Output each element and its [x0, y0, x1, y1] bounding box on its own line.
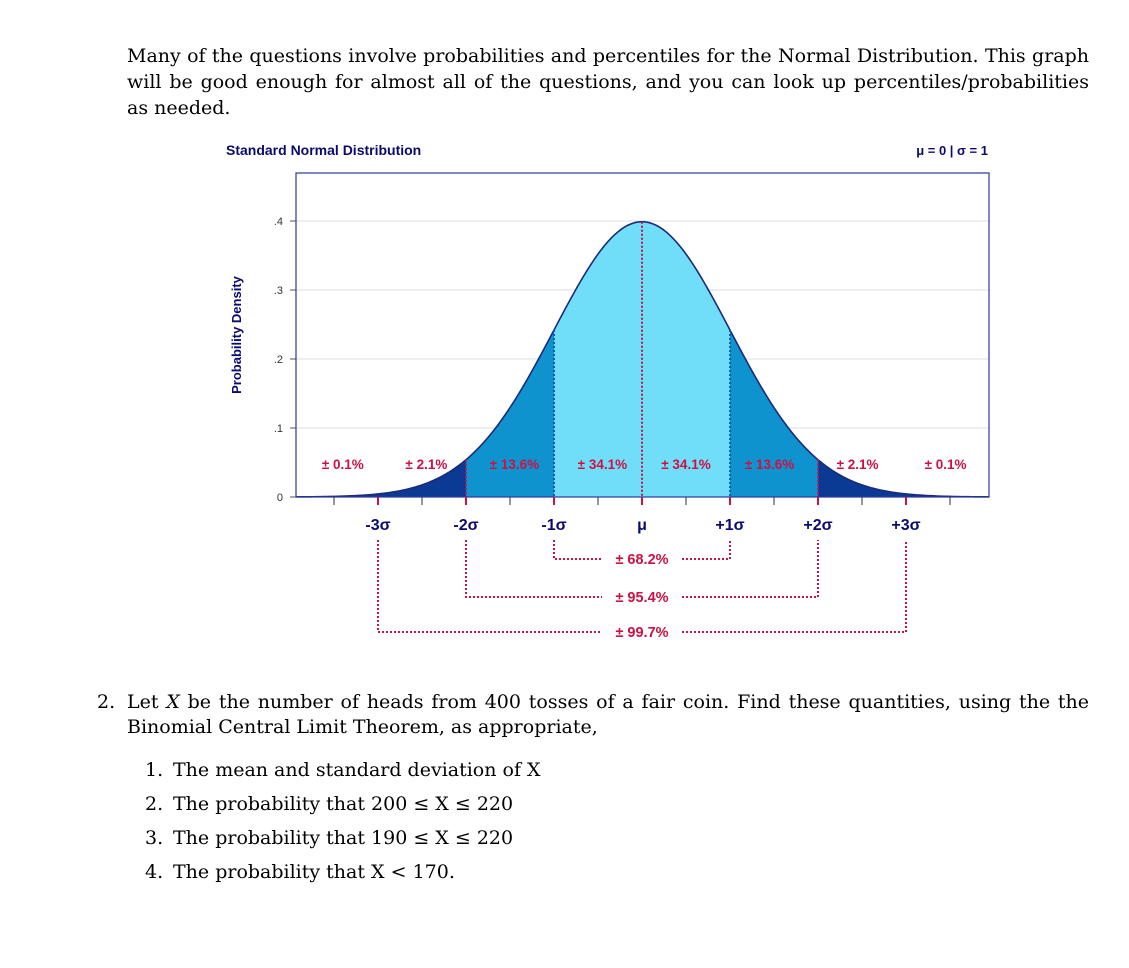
- x-tick-label: -2σ: [453, 517, 479, 534]
- problem-number: 2.: [97, 691, 116, 713]
- x-tick-label: -1σ: [541, 517, 567, 534]
- x-tick-label: +2σ: [803, 517, 833, 534]
- problem-statement: Let X be the number of heads from 400 tosses of a fair coin. Find these quantities, using the the Binomial Central Limit Theorem, as appropriate,: [127, 691, 1090, 738]
- list-item: 4. The probability that X < 170.: [145, 859, 845, 893]
- curve-region: [642, 222, 730, 497]
- range-bracket: [466, 540, 818, 597]
- y-tick-label: .2: [273, 354, 283, 366]
- region-label: ± 13.6%: [489, 457, 540, 472]
- x-tick-label: +1σ: [715, 517, 745, 534]
- range-label: ± 95.4%: [615, 590, 669, 606]
- y-tick-label: 0: [276, 492, 283, 504]
- curve-region: [554, 222, 642, 497]
- region-label: ± 13.6%: [744, 457, 795, 472]
- list-item-text: The mean and standard deviation of X: [173, 759, 541, 781]
- x-tick-label: +3σ: [891, 517, 921, 534]
- list-item-text: The probability that X < 170.: [173, 861, 455, 883]
- y-axis-label: Probability Density: [229, 276, 244, 394]
- normal-distribution-chart: [220, 135, 1000, 645]
- region-label: ± 2.1%: [405, 457, 448, 472]
- list-item: 3. The probability that 190 ≤ X ≤ 220: [145, 825, 845, 859]
- problem-sublist: [145, 757, 845, 893]
- region-label: ± 34.1%: [577, 457, 628, 472]
- y-tick-label: .1: [273, 423, 283, 435]
- region-label: ± 0.1%: [321, 457, 364, 472]
- list-item: 2. The probability that 200 ≤ X ≤ 220: [145, 791, 845, 825]
- plot-area: [274, 173, 989, 641]
- list-item: 1. The mean and standard deviation of X: [145, 757, 845, 791]
- region-label: ± 2.1%: [836, 457, 879, 472]
- chart-title: Standard Normal Distribution: [226, 142, 422, 158]
- range-label: ± 99.7%: [615, 625, 669, 641]
- intro-paragraph: Many of the questions involve probabilities and percentiles for the Normal Distribution. This graph will be good enough for almost all of the questions, and you can look up percentiles/probabilities as needed.: [127, 45, 1089, 119]
- region-label: ± 34.1%: [661, 457, 711, 472]
- list-item-text: The probability that 200 ≤ X ≤ 220: [173, 793, 514, 815]
- problem-2: [97, 690, 1089, 740]
- watermark: © www.spss-tutorials.com: [733, 250, 917, 267]
- range-label: ± 68.2%: [615, 552, 669, 568]
- y-tick-label: .3: [273, 285, 283, 297]
- list-item-text: The probability that 190 ≤ X ≤ 220: [173, 827, 514, 849]
- chart-subtitle: μ = 0 | σ = 1: [916, 143, 988, 158]
- x-tick-label: -3σ: [365, 517, 391, 534]
- x-tick-label: μ: [637, 517, 647, 534]
- y-tick-label: .4: [273, 216, 283, 228]
- region-label: ± 0.1%: [924, 457, 967, 472]
